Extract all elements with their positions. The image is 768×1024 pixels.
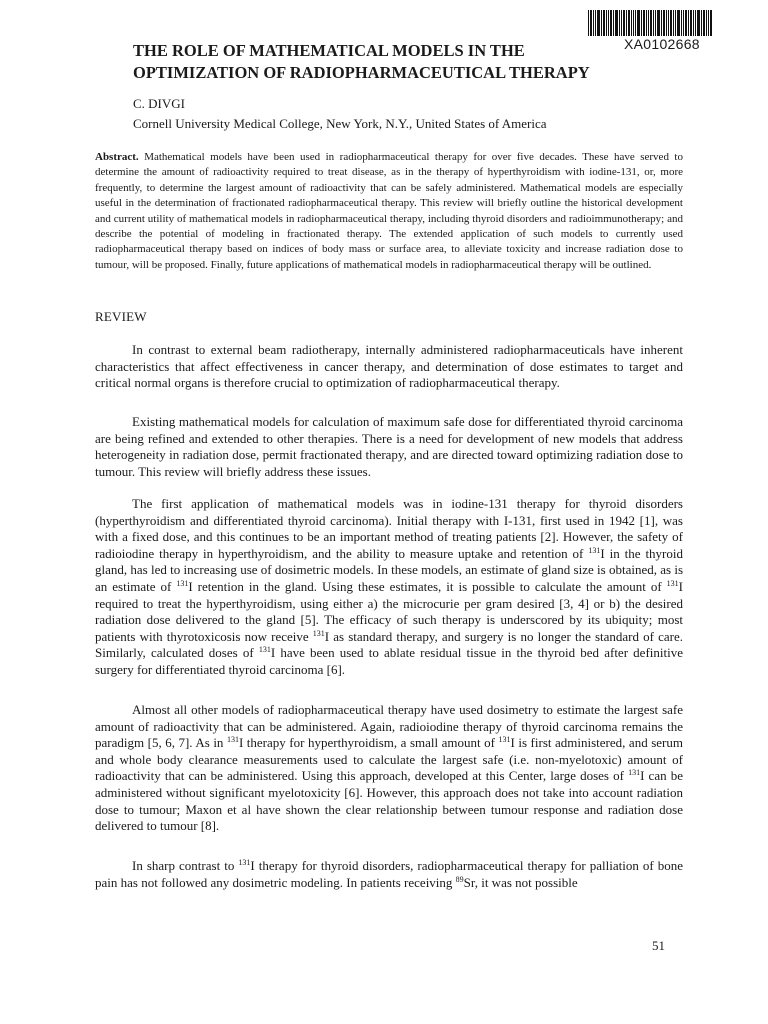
author: C. DIVGI (133, 96, 185, 111)
isotope-superscript: 131 (628, 768, 641, 778)
isotope-superscript: 131 (312, 628, 325, 638)
paragraph-1: In contrast to external beam radiotherapy, internally administered radiopharmaceuticals have inherent characteristics that affect effectiveness in cancer therapy, and determination of dose estimates to target and critical normal organs is therefore crucial to optimization of radiopharmaceutical therapy. (95, 342, 683, 391)
isotope-superscript: 131 (258, 645, 271, 655)
section-heading: REVIEW (95, 309, 147, 324)
isotope-superscript: 131 (498, 735, 511, 745)
paragraph-4: Almost all other models of radiopharmaceutical therapy have used dosimetry to estimate the largest safe amount of radioactivity that can be administered. Again, radioiodine therapy of thyroid carcinoma remains the paradigm [5, 6, 7]. As in $^{131}$I therapy for hyperthyroidism, a small amount of $^{131}$I is first administered, and serum and whole body clearance measurements used to calculate the largest safe (i.e. non-myelotoxic) amount of radioactivity that can be administered. Using this approach, developed at this Center, large doses of $^{131}$I can be administered without significant myelotoxicity [6]. However, this approach does not take into account radiation dose to tumour; Maxon et al have shown the clear relationship between tumour response and radiation dose delivered to tumour [8]. (95, 702, 684, 834)
isotope-superscript: 131 (238, 858, 251, 867)
paragraph-2: Existing mathematical models for calculation of maximum safe dose for differentiated thyroid carcinoma are being refined and extended to other therapies. There is a need for development of new models that address heterogeneity in radiation dose, permit fractionated therapy, and are directed toward optimizing radiation dose to tumour. This review will briefly address these issues. (95, 414, 683, 479)
abstract-text: Mathematical models have been used in radiopharmaceutical therapy for over five decades. These have served to determine the amount of radioactivity required to treat disease, as in the therapy of hyperthyroidism with iodine-131, or, more frequently, to determine the largest amount of radioactivity that can be safely administered. Mathematical models are especially useful in the determination of fractionated radiopharmaceutical therapy. This review will briefly outline the historical development and current utility of mathematical models in radiopharmaceutical therapy, including thyroid disorders and radioimmunotherapy; and describe the potential of modeling in fractionated therapy. The extended application of such models to currently used radiopharmaceutical therapy based on indices of body mass or surface area, to alleviate toxicity and increase radiation dose to tumour, will be proposed. Finally, future applications of mathematical models in radiopharmaceutical therapy will be outlined. (95, 151, 683, 271)
report-id: XA0102668 (624, 36, 700, 52)
page-number: 51 (652, 938, 665, 953)
strontium-superscript: 89 (455, 874, 464, 884)
isotope-superscript: 131 (666, 578, 679, 588)
paper-title: THE ROLE OF MATHEMATICAL MODELS IN THE OPTIMIZATION OF RADIOPHARMACEUTICAL THERAPY (133, 41, 590, 82)
isotope-superscript: 131 (226, 735, 239, 745)
isotope-superscript: 131 (176, 578, 189, 588)
barcode (588, 10, 746, 36)
isotope-superscript: 131 (588, 545, 601, 555)
abstract (95, 150, 683, 273)
abstract-label: Abstract. (95, 151, 139, 163)
paragraph-3: The first application of mathematical models was in iodine-131 therapy for thyroid disorders (hyperthyroidism and differentiated thyroid carcinoma). Initial therapy with I-131, first used in 1942 [1], was with a fixed dose, and this continues to be an important method of treating patients [2]. However, the safety of radioiodine therapy in hyperthyroidism, and the ability to measure uptake and retention of $^{131}$I in the thyroid gland, has led to increasing use of dosimetric models. In these models, an estimate of gland size is obtained, as is an estimate of $^{131}$I retention in the gland. Using these estimates, it is possible to calculate the amount of $^{131}$I required to treat the hyperthyroidism, using either a) the microcurie per gram desired [3, 4] or b) the desired radiation dose delivered to the gland [5]. The efficacy of such therapy is underscored by its ubiquity; most patients with thyrotoxicosis now receive $^{131}$I as standard therapy, and surgery is no longer the standard of care. Similarly, calculated doses of $^{131}$I have been used to ablate residual tissue in the thyroid bed after definitive surgery for differentiated thyroid carcinoma [6]. (95, 496, 684, 677)
paragraph-5: In sharp contrast to $^{131}$I therapy for thyroid disorders, radiopharmaceutical therapy for palliation of bone pain has not followed any dosimetric modeling. In patients receiving $^{89}$Sr, it was not possible (95, 858, 683, 890)
affiliation: Cornell University Medical College, New York, N.Y., United States of America (133, 116, 547, 131)
